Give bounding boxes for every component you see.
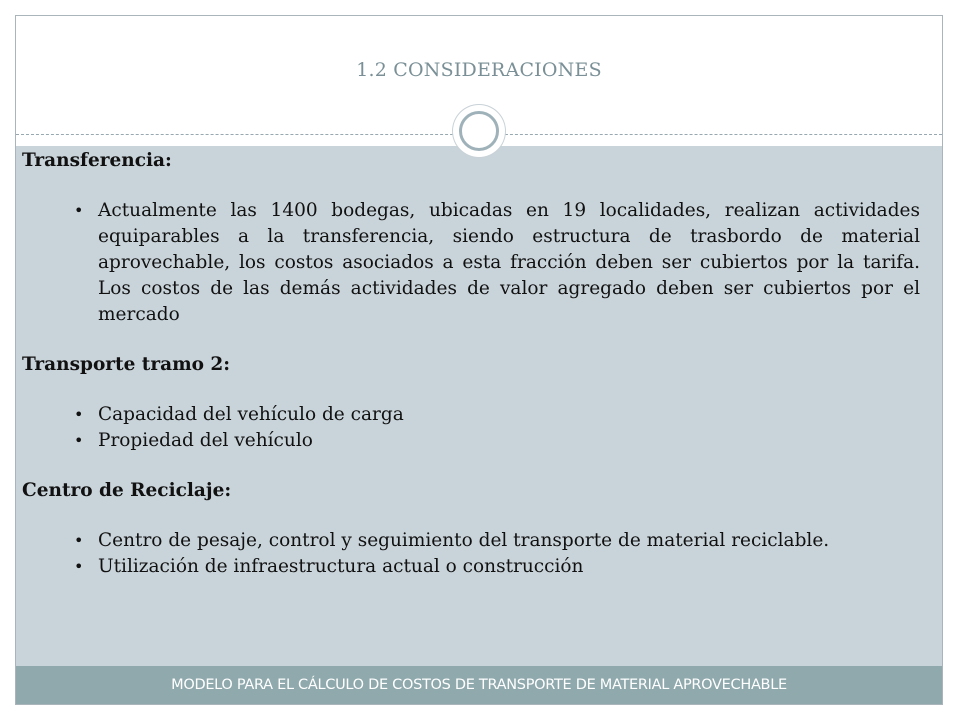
list-item (22, 428, 920, 454)
bullet-text: Centro de pesaje, control y seguimiento del transporte de material reciclable. (98, 530, 830, 551)
section-heading-centro: Centro de Reciclaje: (22, 480, 232, 501)
bullet-text: Utilización de infraestructura actual o construcción (98, 556, 584, 577)
bullet-icon: • (74, 431, 84, 450)
bullet-text: Capacidad del vehículo de carga (98, 404, 404, 425)
list-item (22, 528, 920, 554)
bullet-icon: • (74, 405, 84, 424)
bullet-icon: • (74, 531, 84, 550)
bullet-list-centro (22, 528, 920, 580)
bullet-icon: • (74, 557, 84, 576)
slide-title: 1.2 CONSIDERACIONES (356, 59, 602, 81)
list-item (22, 554, 920, 580)
bullet-icon: • (74, 201, 84, 220)
bullet-text: Propiedad del vehículo (98, 430, 313, 451)
list-item (22, 198, 920, 328)
list-item (22, 402, 920, 428)
bullet-text: Actualmente las 1400 bodegas, ubicadas en 19 localidades, realizan actividades equiparables a la transferencia, siendo estructura de trasbordo de material aprovechable, los costos asociados a esta fracción deben ser cubiertos por la tarifa. Los costos de las demás actividades de valor agregado deben ser cubiertos por el mercado (98, 200, 920, 325)
section-heading-transferencia: Transferencia: (22, 150, 172, 171)
footer-text: MODELO PARA EL CÁLCULO DE COSTOS DE TRANSPORTE DE MATERIAL APROVECHABLE (171, 677, 787, 693)
slide-content (22, 148, 920, 580)
bullet-list-transferencia (22, 198, 920, 328)
footer-bar (16, 666, 942, 704)
section-heading-transporte: Transporte tramo 2: (22, 354, 231, 375)
bullet-list-transporte (22, 402, 920, 454)
